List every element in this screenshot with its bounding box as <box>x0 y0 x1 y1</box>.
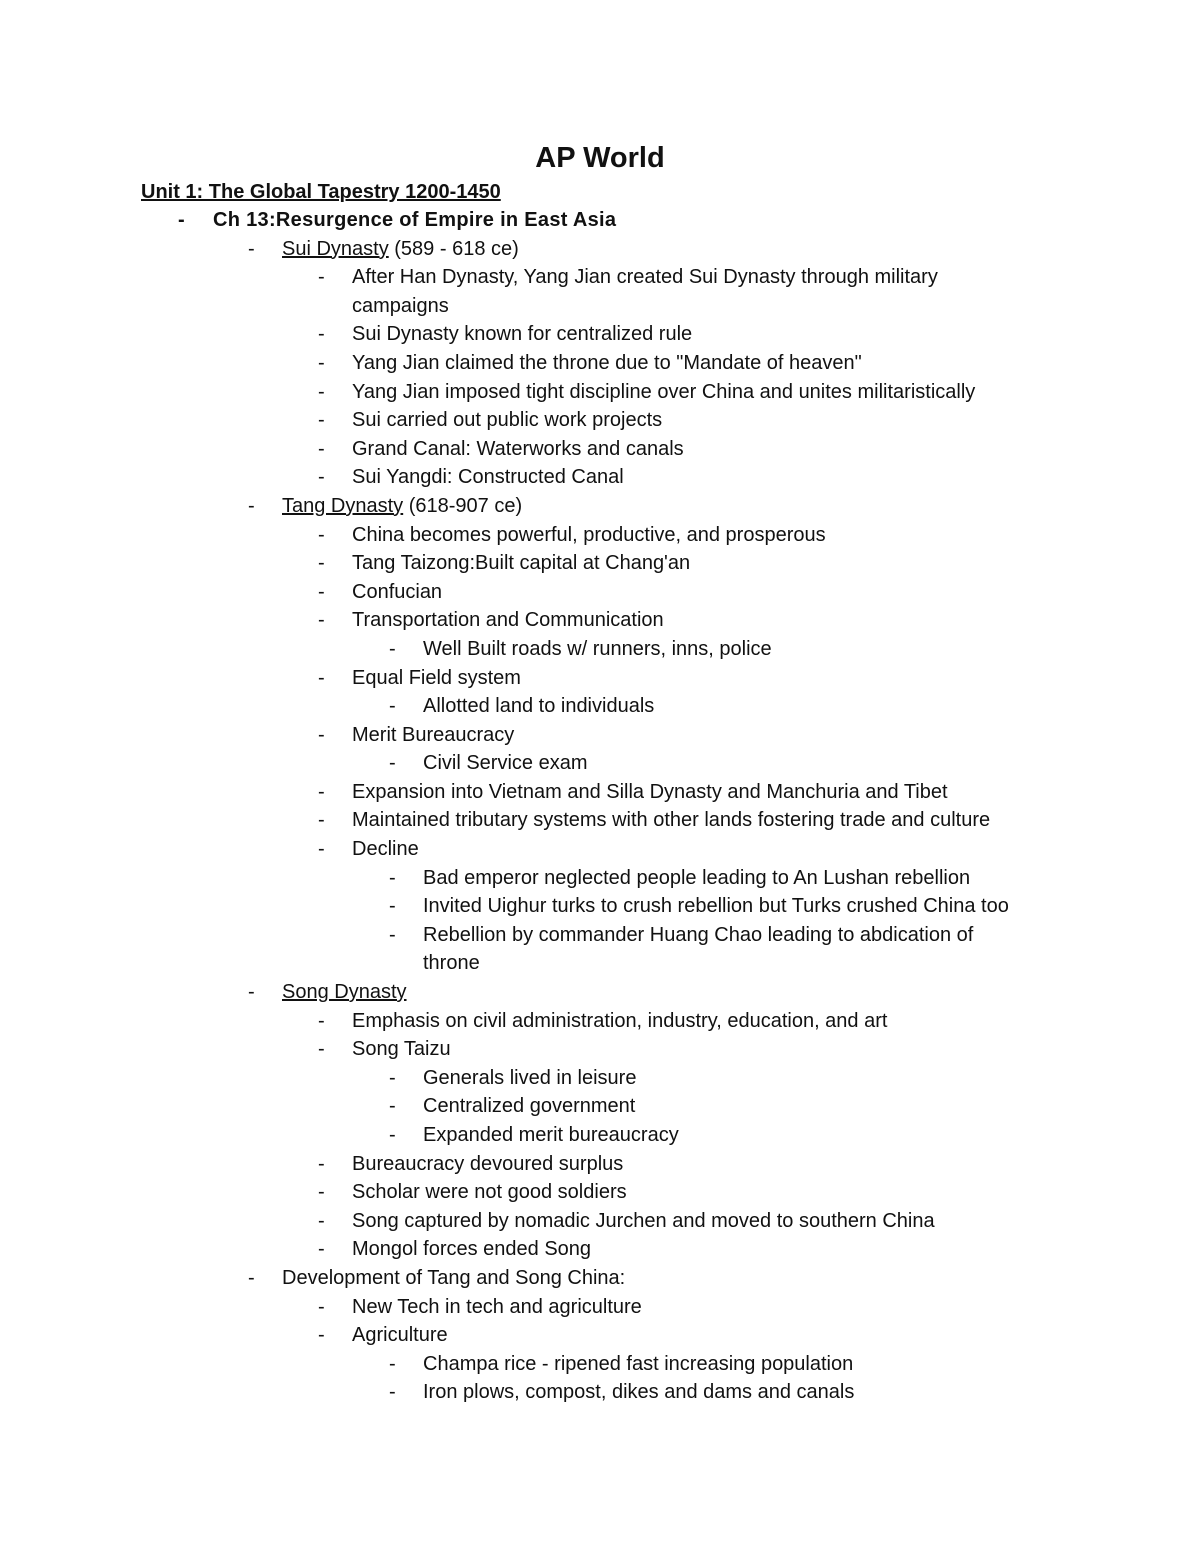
bullet-dash: - <box>389 1352 396 1375</box>
list-item <box>0 320 1200 349</box>
bullet-dash: - <box>318 323 325 346</box>
list-item <box>0 435 1200 464</box>
sui-heading <box>282 235 519 264</box>
list-item-text: Well Built roads w/ runners, inns, police <box>423 637 772 660</box>
list-item <box>0 463 1200 492</box>
list-item-development <box>0 1264 1200 1293</box>
list-item-text: Sui Yangdi: Constructed Canal <box>352 466 624 489</box>
list-item-text: Mongol forces ended Song <box>352 1238 592 1261</box>
bullet-dash: - <box>389 866 396 889</box>
list-item <box>0 778 1200 807</box>
list-item <box>0 1007 1200 1036</box>
list-item-text: Decline <box>352 838 419 861</box>
sui-name: Sui Dynasty <box>282 237 389 260</box>
list-item-text: Grand Canal: Waterworks and canals <box>352 437 684 460</box>
tang-name: Tang Dynasty <box>282 494 404 517</box>
list-item <box>0 349 1200 378</box>
bullet-dash: - <box>389 923 396 946</box>
list-item <box>0 635 1200 664</box>
bullet-dash: - <box>389 695 396 718</box>
list-item-tang <box>0 492 1200 521</box>
list-item-text: Invited Uighur turks to crush rebellion but Turks crushed China too <box>423 895 1009 918</box>
list-item-text: Sui carried out public work projects <box>352 409 663 432</box>
sui-dates: (589 - 618 ce) <box>388 237 519 260</box>
list-item-text: Scholar were not good soldiers <box>352 1181 627 1204</box>
bullet-dash: - <box>318 552 325 575</box>
list-item <box>0 806 1200 835</box>
list-item <box>0 1035 1200 1064</box>
list-item-text: New Tech in tech and agriculture <box>352 1295 642 1318</box>
list-item <box>0 378 1200 407</box>
list-item-continuation <box>0 949 1200 978</box>
list-item-continuation <box>0 292 1200 321</box>
list-item-text: Equal Field system <box>352 666 521 689</box>
bullet-dash: - <box>318 266 325 289</box>
bullet-dash: - <box>318 580 325 603</box>
unit-heading: Unit 1: The Global Tapestry 1200-1450 <box>141 181 501 203</box>
list-item <box>0 892 1200 921</box>
list-item <box>0 1150 1200 1179</box>
list-item-text: Yang Jian imposed tight discipline over China and unites militaristically <box>352 380 976 403</box>
list-item-text: Bureaucracy devoured surplus <box>352 1152 624 1175</box>
bullet-dash: - <box>318 666 325 689</box>
bullet-dash: - <box>248 237 255 260</box>
bullet-dash: - <box>389 1066 396 1089</box>
outline <box>0 206 1200 1407</box>
list-item <box>0 1207 1200 1236</box>
list-item-text: Iron plows, compost, dikes and dams and canals <box>423 1381 855 1404</box>
list-item-text: Song captured by nomadic Jurchen and moved to southern China <box>352 1209 935 1232</box>
list-item <box>0 664 1200 693</box>
list-item-text: Transportation and Communication <box>352 609 664 632</box>
list-item-text: campaigns <box>352 294 449 317</box>
tang-heading <box>282 492 522 521</box>
bullet-dash: - <box>389 1381 396 1404</box>
list-item-text: Bad emperor neglected people leading to An Lushan rebellion <box>423 866 971 889</box>
list-item <box>0 1121 1200 1150</box>
list-item <box>0 1378 1200 1407</box>
list-item-text: Civil Service exam <box>423 752 588 775</box>
list-item-text: Yang Jian claimed the throne due to "Mandate of heaven" <box>352 351 862 374</box>
bullet-dash: - <box>318 838 325 861</box>
list-item-text: Confucian <box>352 580 443 603</box>
list-item-text: Rebellion by commander Huang Chao leading to abdication of <box>423 923 974 946</box>
list-item <box>0 521 1200 550</box>
chapter-item <box>0 206 1200 235</box>
bullet-dash: - <box>318 609 325 632</box>
development-heading: Development of Tang and Song China: <box>282 1266 626 1289</box>
list-item <box>0 1235 1200 1264</box>
list-item <box>0 1321 1200 1350</box>
bullet-dash: - <box>318 809 325 832</box>
bullet-dash: - <box>318 351 325 374</box>
bullet-dash: - <box>318 1238 325 1261</box>
song-heading: Song Dynasty <box>282 981 407 1004</box>
list-item <box>0 406 1200 435</box>
bullet-dash: - <box>318 466 325 489</box>
list-item-text: Centralized government <box>423 1095 636 1118</box>
list-item <box>0 921 1200 950</box>
list-item <box>0 692 1200 721</box>
bullet-dash: - <box>248 981 255 1004</box>
list-item-text: Allotted land to individuals <box>423 695 655 718</box>
list-item-text: throne <box>423 952 480 975</box>
bullet-dash: - <box>389 1095 396 1118</box>
bullet-dash: - <box>389 1124 396 1146</box>
list-item <box>0 749 1200 778</box>
bullet-dash: - <box>318 437 325 460</box>
list-item <box>0 549 1200 578</box>
list-item <box>0 1092 1200 1121</box>
list-item-text: Emphasis on civil administration, industry, education, and art <box>352 1009 888 1032</box>
bullet-dash: - <box>248 1266 255 1289</box>
bullet-dash: - <box>389 752 396 775</box>
list-item <box>0 606 1200 635</box>
page-title: AP World <box>535 142 665 174</box>
list-item-text: Expanded merit bureaucracy <box>423 1124 679 1146</box>
list-item-text: Merit Bureaucracy <box>352 723 515 746</box>
list-item <box>0 1293 1200 1322</box>
list-item-text: China becomes powerful, productive, and prosperous <box>352 523 826 546</box>
chapter-heading: Ch 13:Resurgence of Empire in East Asia <box>213 209 617 231</box>
bullet-dash: - <box>389 637 396 660</box>
list-item-text: Expansion into Vietnam and Silla Dynasty and Manchuria and Tibet <box>352 780 948 803</box>
list-item-text: Agriculture <box>352 1324 448 1347</box>
list-item-song <box>0 978 1200 1007</box>
list-item-text: Tang Taizong:Built capital at Chang'an <box>352 552 691 575</box>
bullet-dash: - <box>318 1295 325 1318</box>
list-item <box>0 578 1200 607</box>
list-item <box>0 721 1200 750</box>
bullet-dash: - <box>318 1009 325 1032</box>
bullet-dash: - <box>318 523 325 546</box>
bullet-dash: - <box>318 780 325 803</box>
bullet-dash: - <box>178 209 185 231</box>
list-item <box>0 864 1200 893</box>
list-item <box>0 263 1200 292</box>
list-item-text: Song Taizu <box>352 1038 451 1061</box>
bullet-dash: - <box>318 1038 325 1061</box>
tang-dates: (618-907 ce) <box>403 494 523 517</box>
bullet-dash: - <box>318 1181 325 1204</box>
bullet-dash: - <box>389 895 396 918</box>
list-item <box>0 1064 1200 1093</box>
list-item <box>0 1178 1200 1207</box>
list-item-text: Sui Dynasty known for centralized rule <box>352 323 693 346</box>
list-item-sui <box>0 235 1200 264</box>
bullet-dash: - <box>318 1209 325 1232</box>
list-item-text: Generals lived in leisure <box>423 1066 637 1089</box>
bullet-dash: - <box>318 409 325 432</box>
bullet-dash: - <box>248 494 255 517</box>
bullet-dash: - <box>318 1324 325 1347</box>
list-item-text: Maintained tributary systems with other lands fostering trade and culture <box>352 809 991 832</box>
bullet-dash: - <box>318 380 325 403</box>
bullet-dash: - <box>318 723 325 746</box>
list-item <box>0 835 1200 864</box>
list-item-text: After Han Dynasty, Yang Jian created Sui Dynasty through military <box>352 266 938 289</box>
list-item-text: Champa rice - ripened fast increasing population <box>423 1352 854 1375</box>
list-item <box>0 1350 1200 1379</box>
bullet-dash: - <box>318 1152 325 1175</box>
